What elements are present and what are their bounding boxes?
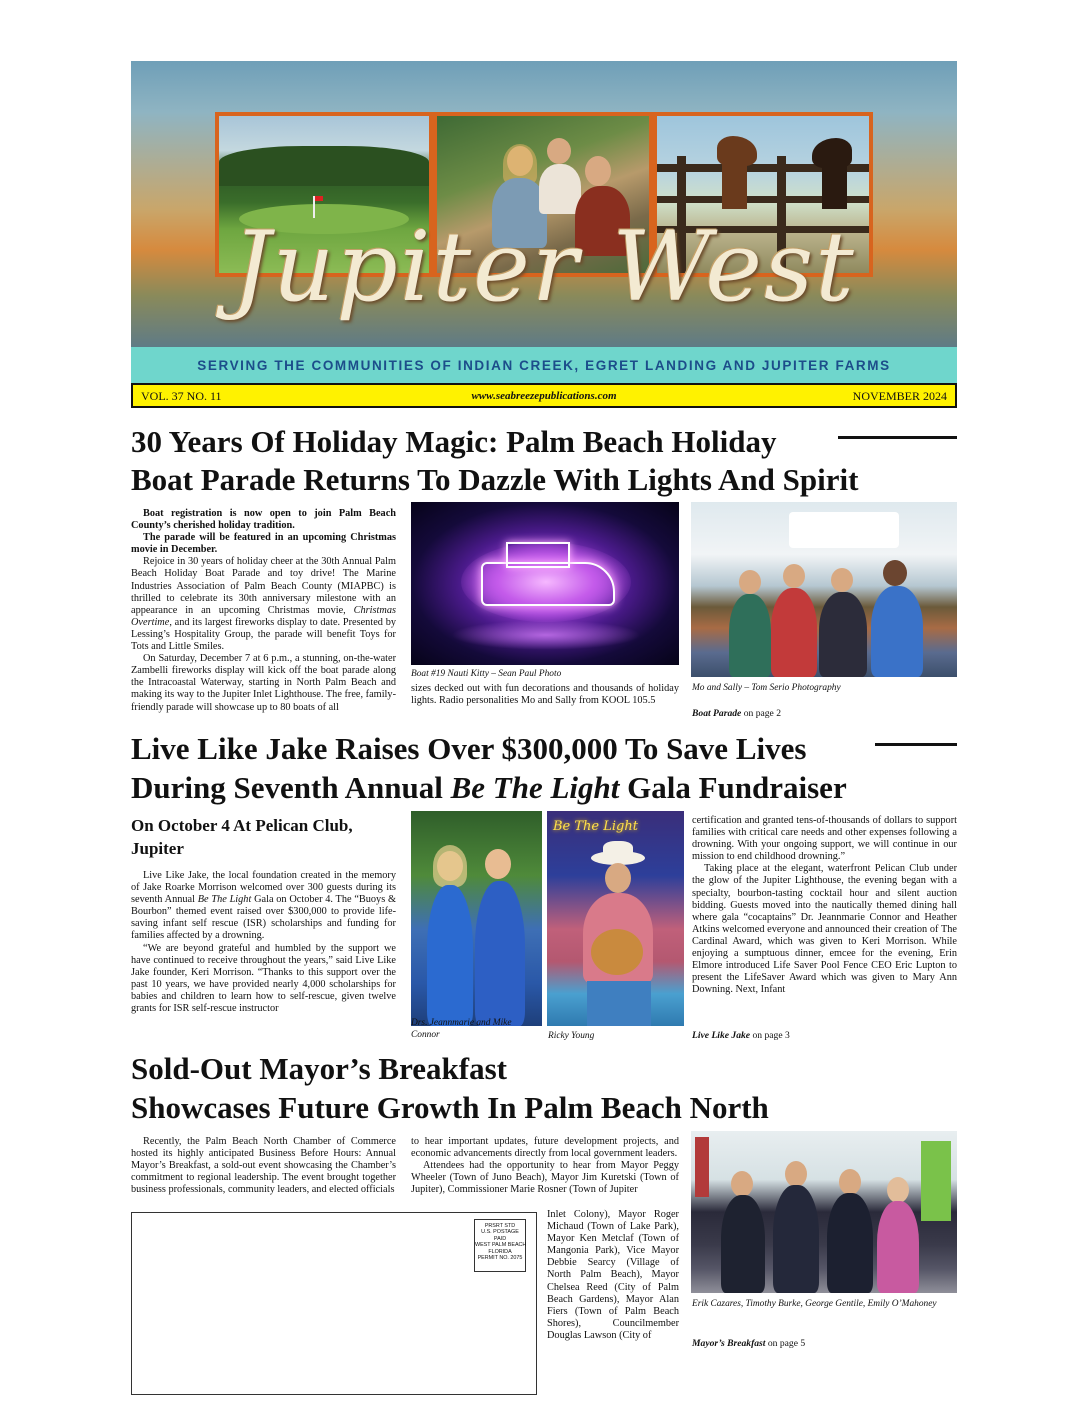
story2-column3: certification and granted tens-of-thousands of dollars to support families with critical care needs and other expenses following a drowning. With your ongoing support, we will continue in our mission to end childhood drowning.” Taking place at the elegant, waterfront Pelican Club under the glow of the Jupiter Lighthouse, the evening began with a specialty, bourbon-tasting cocktail hour and silent auction bidding. Guests moved into the nautically themed dining hall where gala “cocaptains” Dr. Jeannmarie Connor and Heather Atkins welcomed everyone and announced their creation of The Cardinal Award, which was given to Keri Morrison. While enjoying a sumptuous dinner, emcee for the evening, Erin Elmore introduced Life Saver Pool Fence CEO Eric Lupton to present the LifeSaver Award which was given to Mary Ann Downing. Next, Infant [692,815,957,996]
boat-parade-photo [411,502,679,665]
volume-number: VOL. 37 NO. 11 [141,389,222,403]
postage-indicia: PRSRT STD U.S. POSTAGE PAID WEST PALM BEACH FLORIDA PERMIT NO. 2075 [474,1219,526,1272]
issue-info-bar [131,383,957,408]
story2-para1: Live Like Jake, the local foundation created in the memory of Jake Roarke Morrison welcomed over 300 guests during its seventh Annual Be The Light Gala on October 4. The “Buoys & Bourbon” themed event raised over $300,000 to provide life-saving infant self rescue (ISR) scholarships and funding for families affected by a drowning. [131,870,396,942]
mayors-caption: Erik Cazares, Timothy Burke, George Gentile, Emily O’Mahoney [692,1299,937,1309]
newspaper-title: Jupiter West [232,211,856,323]
connor-couple-photo [411,811,542,1026]
mo-sally-caption: Mo and Sally – Tom Serio Photography [692,683,841,693]
story1-headline-line1: 30 Years Of Holiday Magic: Palm Beach Holiday [131,424,777,459]
story3-column1: Recently, the Palm Beach North Chamber of Commerce hosted its highly anticipated Business Before Hours: Annual Mayor’s Breakfast, a sold-out event showcasing the Chamber’s commitment to regional leadership. The event brought together business professionals, community leaders, and elected officials [131,1136,396,1196]
story1-lead1: Boat registration is now open to join Palm Beach County’s cherished holiday tradition. [131,508,396,532]
story1-headline-line2: Boat Parade Returns To Dazzle With Lights And Spirit [131,462,859,497]
ricky-caption: Ricky Young [548,1031,595,1041]
story2-headline-line1: Live Like Jake Raises Over $300,000 To Save Lives [131,731,807,766]
story1-para1: Rejoice in 30 years of holiday cheer at the 30th Annual Palm Beach Holiday Boat Parade and toy drive! The Marine Industries Association of Palm Beach County (MIAPBC) is thrilled to celebrate its 30th anniversary milestone with an appearance in an upcoming Christmas movie, Christmas Overtime, and its largest fireworks display to date. Presented by Lessing’s Hospitality Group, the parade will benefit Toys for Tots and Little Smiles. [131,556,396,653]
headline-rule [875,743,957,746]
story3-column2-narrow: Inlet Colony), Mayor Roger Michaud (Town of Lake Park), Mayor Ken Metclaf (Town of Mangonia Park), Vice Mayor Debbie Searcy (Village of North Palm Beach), Mayor Chelsea Reed (City of Palm Beach Gardens), Mayor Alan Fiers (Town of Palm Beach Shores), Councilmember Douglas Lawson (City of [547,1209,679,1341]
story3-column2: to hear important updates, future development projects, and economic advancements directly from local government leaders. Attendees had the opportunity to hear from Mayor Peggy Wheeler (Town of Juno Beach), Mayor Jim Kuretski (Town of Jupiter), Commissioner Marie Rosner (Town of Jupiter [411,1136,679,1196]
ricky-young-photo [547,811,684,1026]
story2-headline-line2: During Seventh Annual Be The Light Gala Fundraiser [131,770,847,805]
mayors-breakfast-photo [691,1131,957,1293]
story1-lead2: The parade will be featured in an upcoming Christmas movie in December. [131,532,396,556]
story2-para2: “We are beyond grateful and humbled by the support we have continued to receive throughout the years,” said Live Like Jake founder, Keri Morrison. “Thanks to this support over the past 10 years, we have provided nearly 4,000 scholarships for babies and children to learn how to self-rescue, given twelve grants for ISR self-rescue instructor [131,942,396,1015]
boat-parade-jump[interactable]: Boat Parade on page 2 [692,708,782,719]
headline-rule [838,436,957,439]
story1-column1 [131,508,396,714]
story1-column2: sizes decked out with fun decorations and thousands of holiday lights. Radio personalities Mo and Sally from KOOL 105.5 [411,683,679,707]
story2-subhead: On October 4 At Pelican Club, Jupiter [131,816,353,858]
story1-para2: On Saturday, December 7 at 6 p.m., a stunning, on-the-water Zambelli fireworks display will kick off the boat parade along the Intracoastal Waterway, starting in North Palm Beach and making its way to the Jupiter Inlet Lighthouse. The free, family-friendly parade will showcase up to 80 boats of all [131,653,396,713]
story2-column1 [131,870,396,1015]
website-link[interactable]: www.seabreezepublications.com [471,390,617,402]
live-like-jake-jump[interactable]: Live Like Jake on page 3 [692,1030,790,1041]
story3-headline-line1: Sold-Out Mayor’s Breakfast [131,1051,507,1086]
tagline-bar: SERVING THE COMMUNITIES OF INDIAN CREEK, EGRET LANDING AND JUPITER FARMS [131,347,957,383]
connor-caption: Drs. Jeannmarie and Mike Connor [411,1018,512,1040]
issue-date: NOVEMBER 2024 [852,389,947,403]
boat-photo-caption: Boat #19 Nauti Kitty – Sean Paul Photo [411,669,562,679]
story3-headline-line2: Showcases Future Growth In Palm Beach North [131,1090,769,1125]
mo-and-sally-photo [691,502,957,677]
masthead [131,61,957,347]
be-the-light-sign: Be The Light [553,819,638,834]
mayors-breakfast-jump[interactable]: Mayor’s Breakfast on page 5 [692,1338,806,1349]
